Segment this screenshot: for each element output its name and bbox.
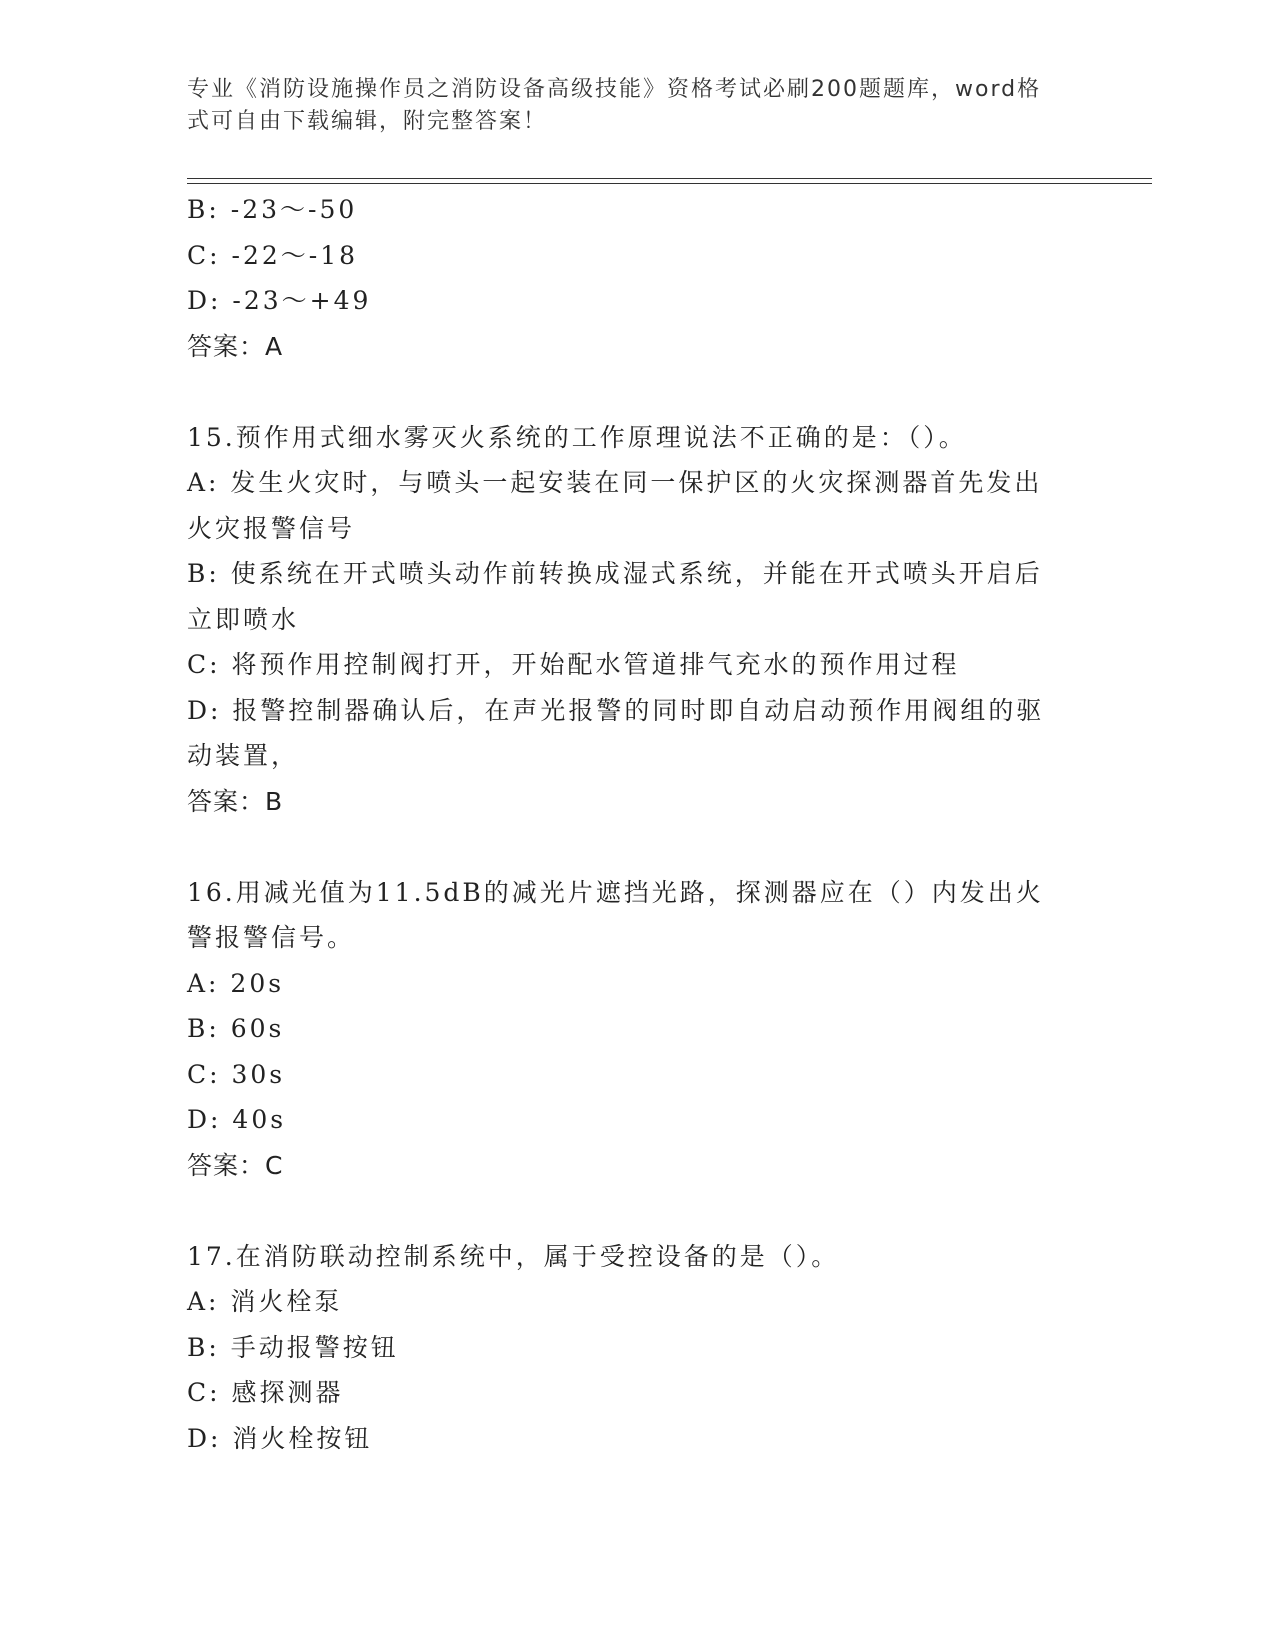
option-b: B: 60s: [187, 1014, 285, 1043]
spacer: [187, 369, 1087, 415]
option-b: B: -23～-50: [187, 195, 358, 224]
header-line-2: 式可自由下载编辑，附完整答案！: [187, 109, 548, 134]
question-stem: 15.预作用式细水雾灭火系统的工作原理说法不正确的是：（）。: [187, 422, 967, 452]
question-17: [187, 1234, 1087, 1462]
option-a: A: 消火栓泵: [187, 1287, 343, 1316]
question-stem: 17.在消防联动控制系统中，属于受控设备的是（）。: [187, 1241, 840, 1271]
question-16: [187, 870, 1087, 1189]
option-a: A: 发生火灾时，与喷头一起安装在同一保护区的火灾探测器首先发出: [187, 468, 1043, 497]
spacer: [187, 824, 1087, 870]
option-a: A: 20s: [187, 968, 285, 998]
option-b: B: 使系统在开式喷头动作前转换成湿式系统，并能在开式喷头开启后: [187, 559, 1043, 588]
option-c: C: 感探测器: [187, 1378, 344, 1407]
answer-line: 答案：A: [187, 331, 284, 361]
option-d: D: -23～+49: [187, 286, 372, 315]
question-stem: 16.用减光值为11.5dB的减光片遮挡光路，探测器应在（）内发出火: [187, 877, 1044, 907]
document-body: [187, 187, 1087, 1461]
option-d: D: 报警控制器确认后，在声光报警的同时即自动启动预作用阀组的驱: [187, 695, 1045, 725]
header-rule-bottom: [187, 183, 1152, 184]
header-line-1: 专业《消防设施操作员之消防设备高级技能》资格考试必刷200题题库，word格: [187, 77, 1042, 102]
option-b: B: 手动报警按钮: [187, 1332, 399, 1362]
header-rule-top: [187, 178, 1152, 179]
option-d: D: 40s: [187, 1105, 287, 1134]
option-d: D: 消火栓按钮: [187, 1423, 373, 1453]
answer-line: 答案：C: [187, 1150, 284, 1180]
question-15: [187, 415, 1087, 825]
option-d-continued: 动装置，: [187, 741, 300, 770]
question-stem-continued: 警报警信号。: [187, 923, 356, 952]
previous-question-block: [187, 187, 1087, 369]
option-a-continued: 火灾报警信号: [187, 513, 356, 543]
option-c: C: 30s: [187, 1059, 286, 1089]
spacer: [187, 1188, 1087, 1234]
option-b-continued: 立即喷水: [187, 604, 300, 634]
option-c: C: 将预作用控制阀打开，开始配水管道排气充水的预作用过程: [187, 650, 960, 679]
option-c: C: -22～-18: [187, 240, 359, 270]
answer-line: 答案：B: [187, 786, 284, 816]
document-header: [187, 74, 1067, 138]
